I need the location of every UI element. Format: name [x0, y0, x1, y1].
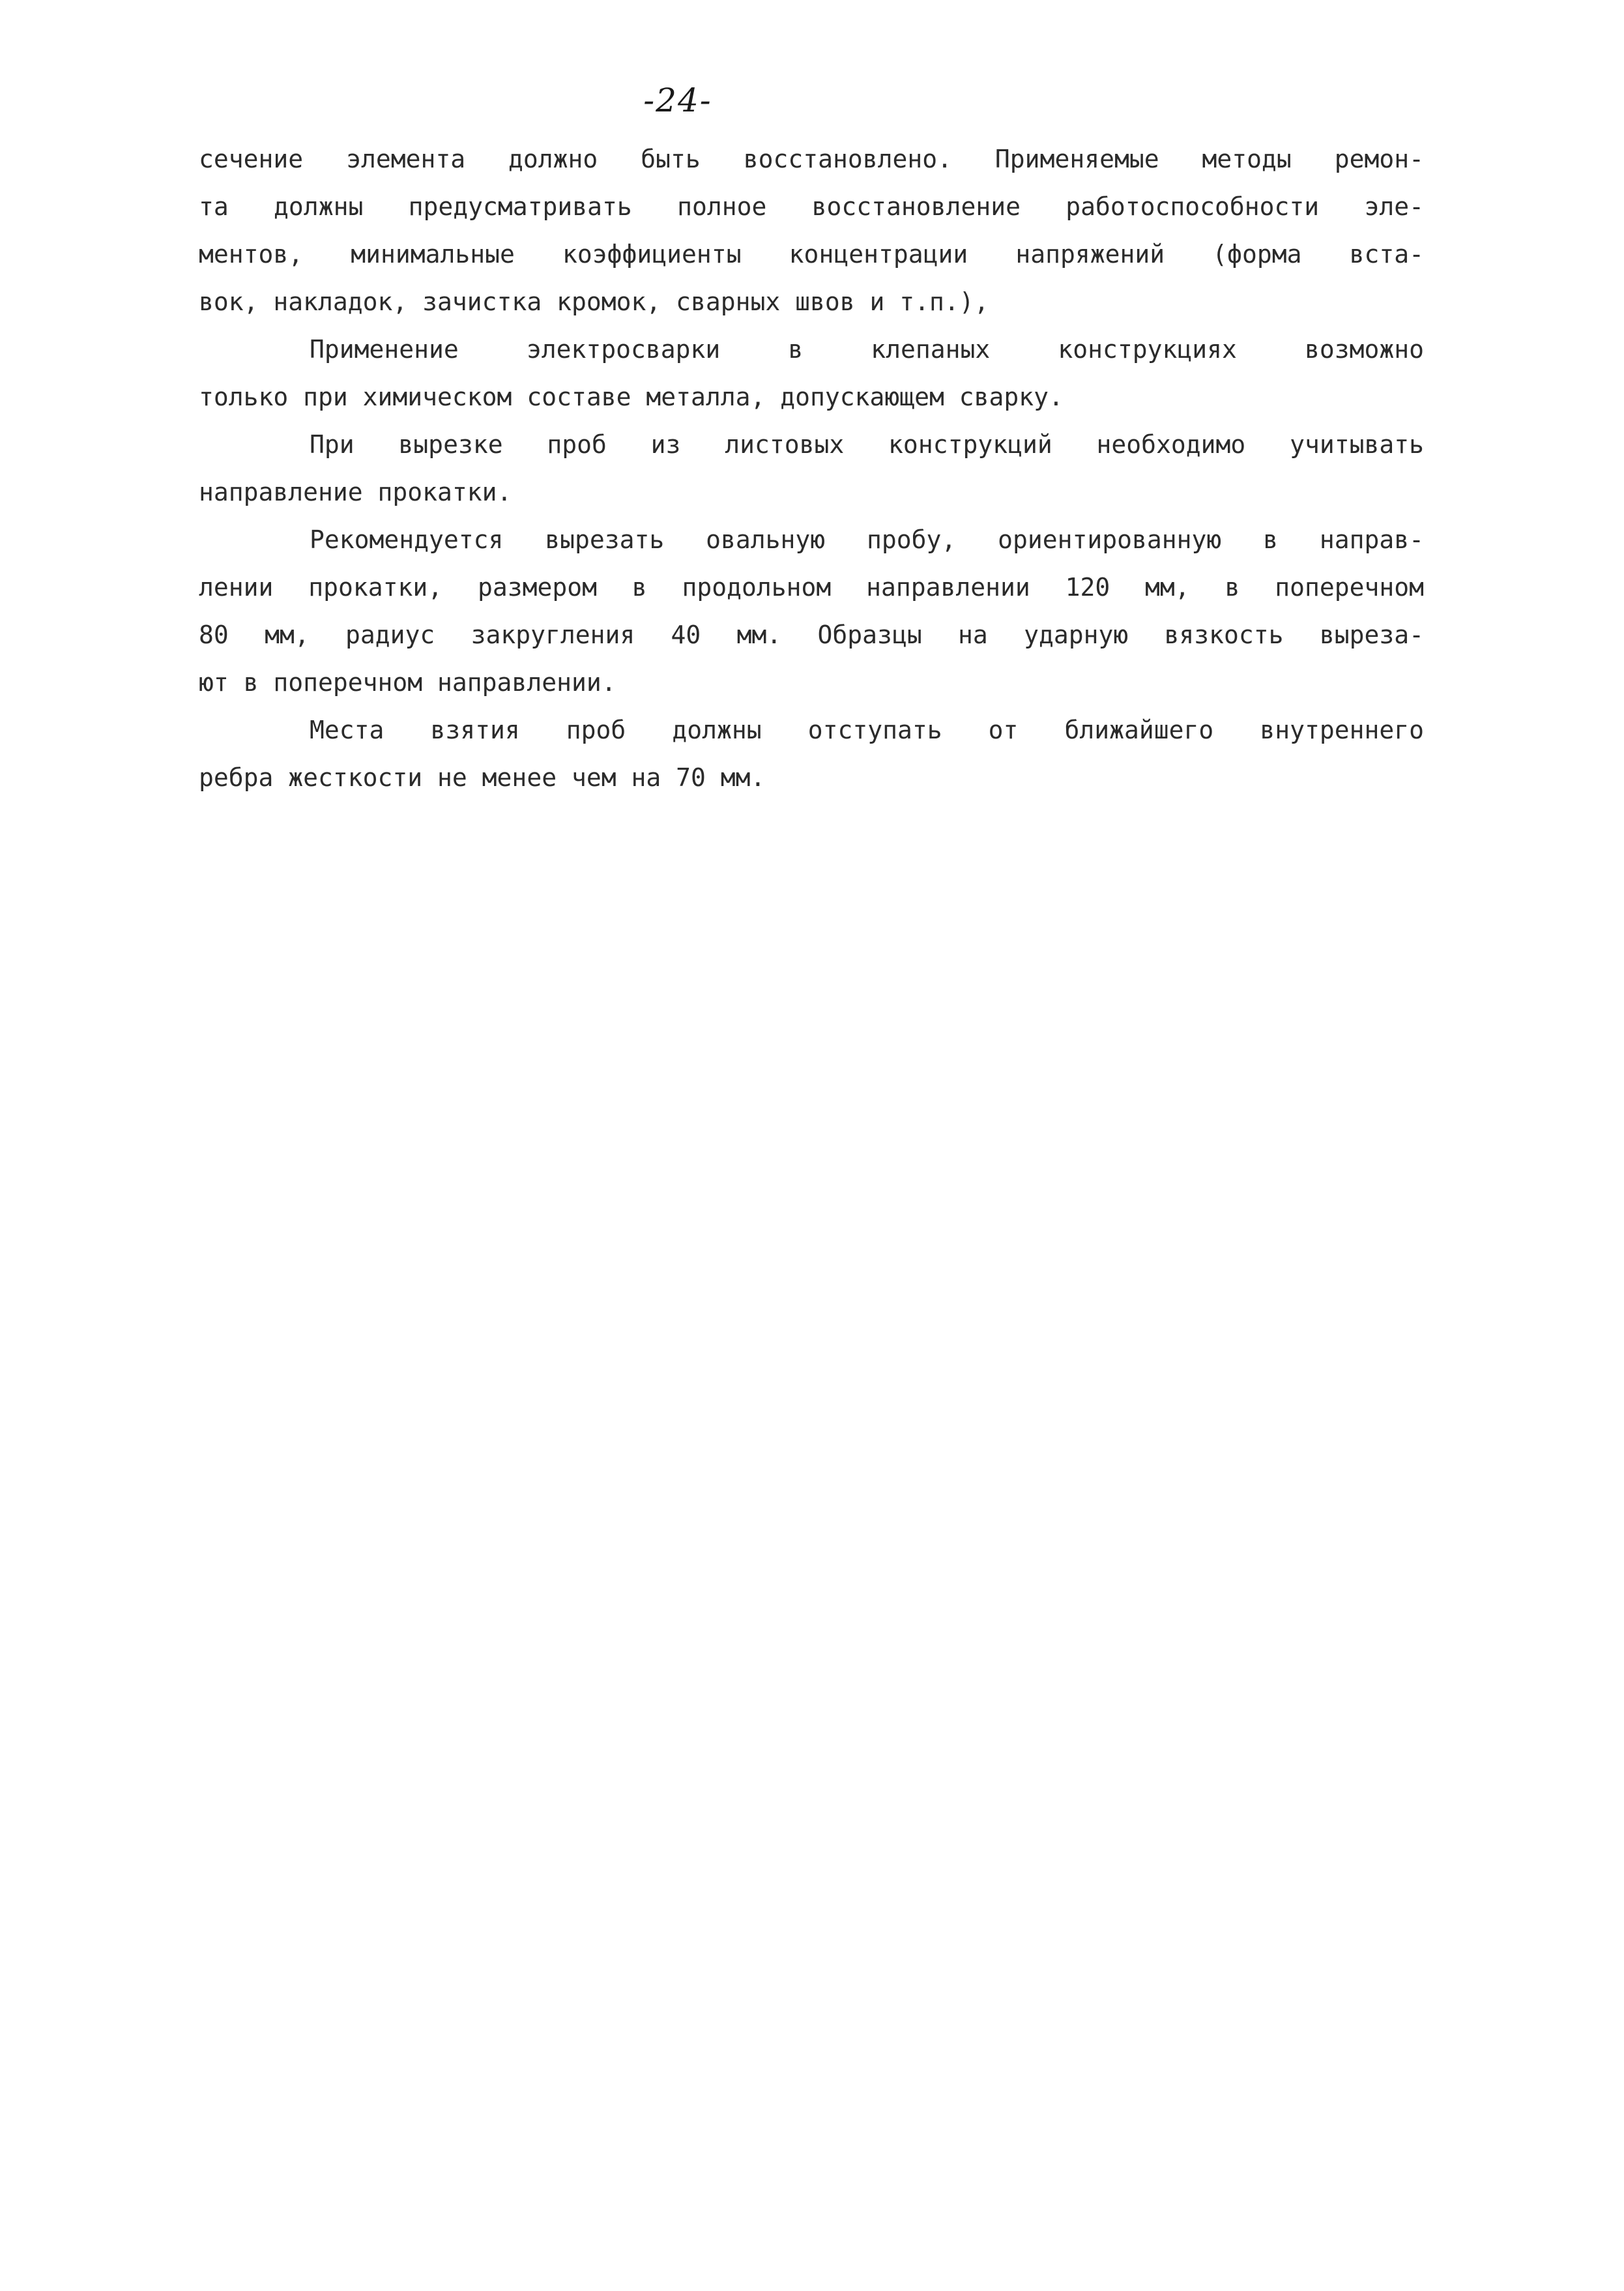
text-line: Применение электросварки в клепаных конструкциях возможно — [310, 335, 1424, 364]
text-line: При вырезке проб из листовых конструкций необходимо учитывать — [310, 430, 1424, 459]
text-line: Места взятия проб должны отступать от ближайшего внутреннего — [310, 716, 1424, 744]
text-line: 80 мм, радиус закругления 40 мм. Образцы на ударную вязкость выреза- — [199, 620, 1424, 649]
text-line: вок, накладок, зачистка кромок, сварных швов и т.п.), — [199, 287, 989, 316]
text-line: сечение элемента должно быть восстановлено. Применяемые методы ремон- — [199, 145, 1424, 173]
page-number: -24- — [643, 81, 712, 119]
text-line: ментов, минимальные коэффициенты концентрации напряжений (форма вста- — [199, 240, 1424, 269]
text-line: лении прокатки, размером в продольном направлении 120 мм, в поперечном — [199, 573, 1424, 602]
text-line: направление прокатки. — [199, 478, 512, 506]
text-line: Рекомендуется вырезать овальную пробу, ориентированную в направ- — [310, 525, 1424, 554]
text-line: ют в поперечном направлении. — [199, 668, 616, 697]
text-line: ребра жесткости не менее чем на 70 мм. — [199, 763, 766, 792]
text-line: только при химическом составе металла, допускающем сварку. — [199, 383, 1064, 411]
text-line: та должны предусматривать полное восстановление работоспособности эле- — [199, 192, 1424, 221]
